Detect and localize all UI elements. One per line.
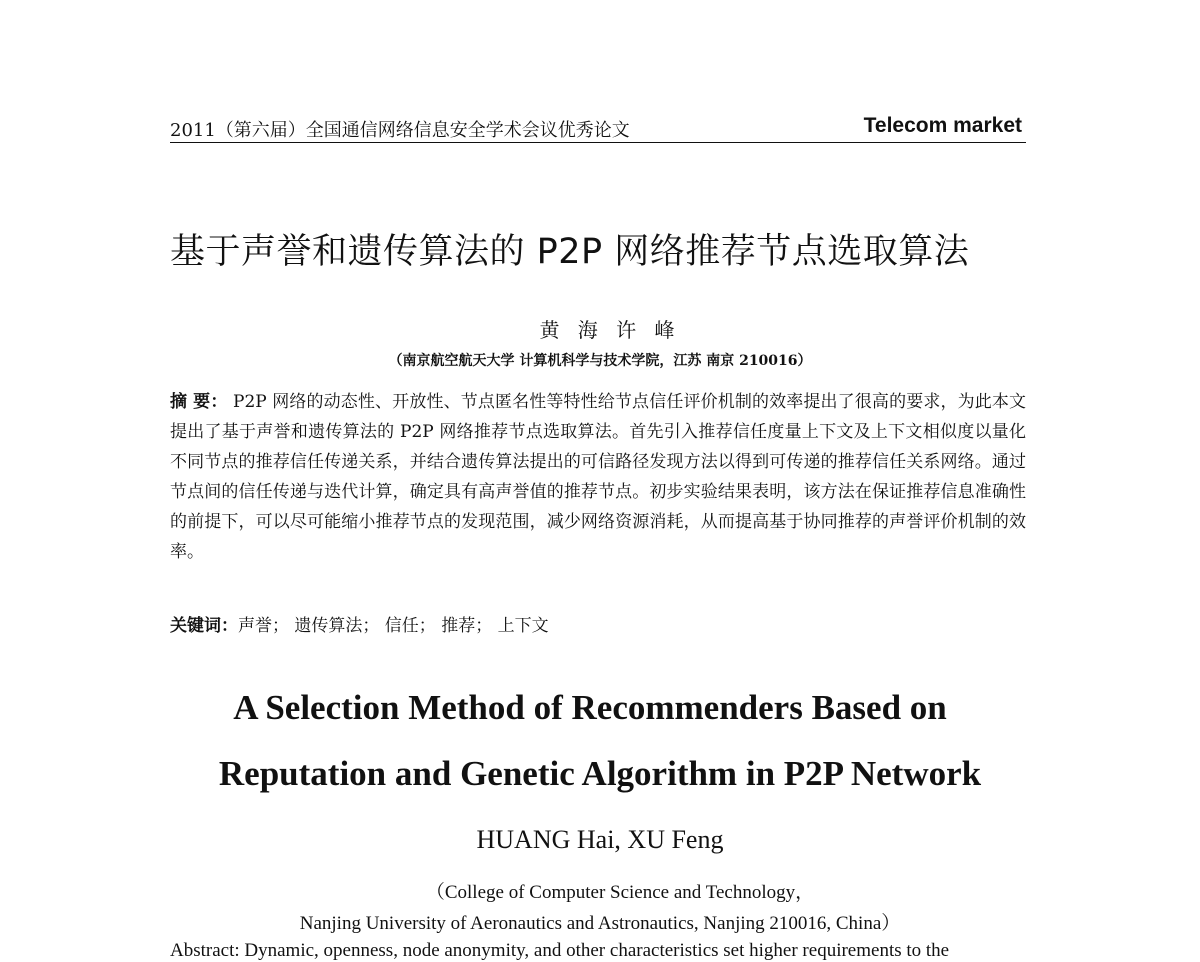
english-abstract-partial: Abstract: Dynamic, openness, node anonymity, and other characteristics set higher requirements to the [170,940,950,961]
english-authors: HUANG Hai, XU Feng [476,825,724,854]
running-header-left: 2011（第六届）全国通信网络信息安全学术会议优秀论文 [170,120,630,141]
chinese-abstract [170,387,1026,567]
chinese-authors: 黄 海 许 峰 [539,318,681,342]
english-title-line-2: Reputation and Genetic Algorithm in P2P Network [218,754,982,793]
english-affiliation-line-2: Nanjing University of Aeronautics and Astronautics, Nanjing 210016, China） [299,913,901,934]
chinese-abstract-text: P2P 网络的动态性、开放性、节点匿名性等特性给节点信任评价机制的效率提出了很高的要求，为此本文提出了基于声誉和遗传算法的 P2P 网络推荐节点选取算法。首先引入推荐信任度量上下文及上下文相似度以量化不同节点的推荐信任传递关系，并结合遗传算法提出的可信路径发现方法以得到可传递的推荐信任关系网络。通过节点间的信任传递与迭代计算，确定具有高声誉值的推荐节点。初步实验结果表明，该方法在保证推荐信息准确性的前提下，可以尽可能缩小推荐节点的发现范围，减少网络资源消耗，从而提高基于协同推荐的声誉评价机制的效率。 [170,392,1027,562]
chinese-keywords-label: 关键词： [170,616,238,636]
chinese-abstract-label: 摘 要： [170,392,228,412]
chinese-keywords-text: 声誉； 遗传算法； 信任； 推荐； 上下文 [238,616,549,636]
english-title-line-1: A Selection Method of Recommenders Based on [233,688,947,727]
chinese-keywords [170,611,1026,636]
english-affiliation-line-1: （College of Computer Science and Technology， [425,882,815,903]
chinese-title: 基于声誉和遗传算法的 P2P 网络推荐节点选取算法 [170,232,970,272]
chinese-affiliation: （南京航空航天大学 计算机科学与技术学院，江苏 南京 210016） [388,353,812,369]
running-header-journal: Telecom market [863,114,1022,137]
header-rule [170,142,1026,143]
